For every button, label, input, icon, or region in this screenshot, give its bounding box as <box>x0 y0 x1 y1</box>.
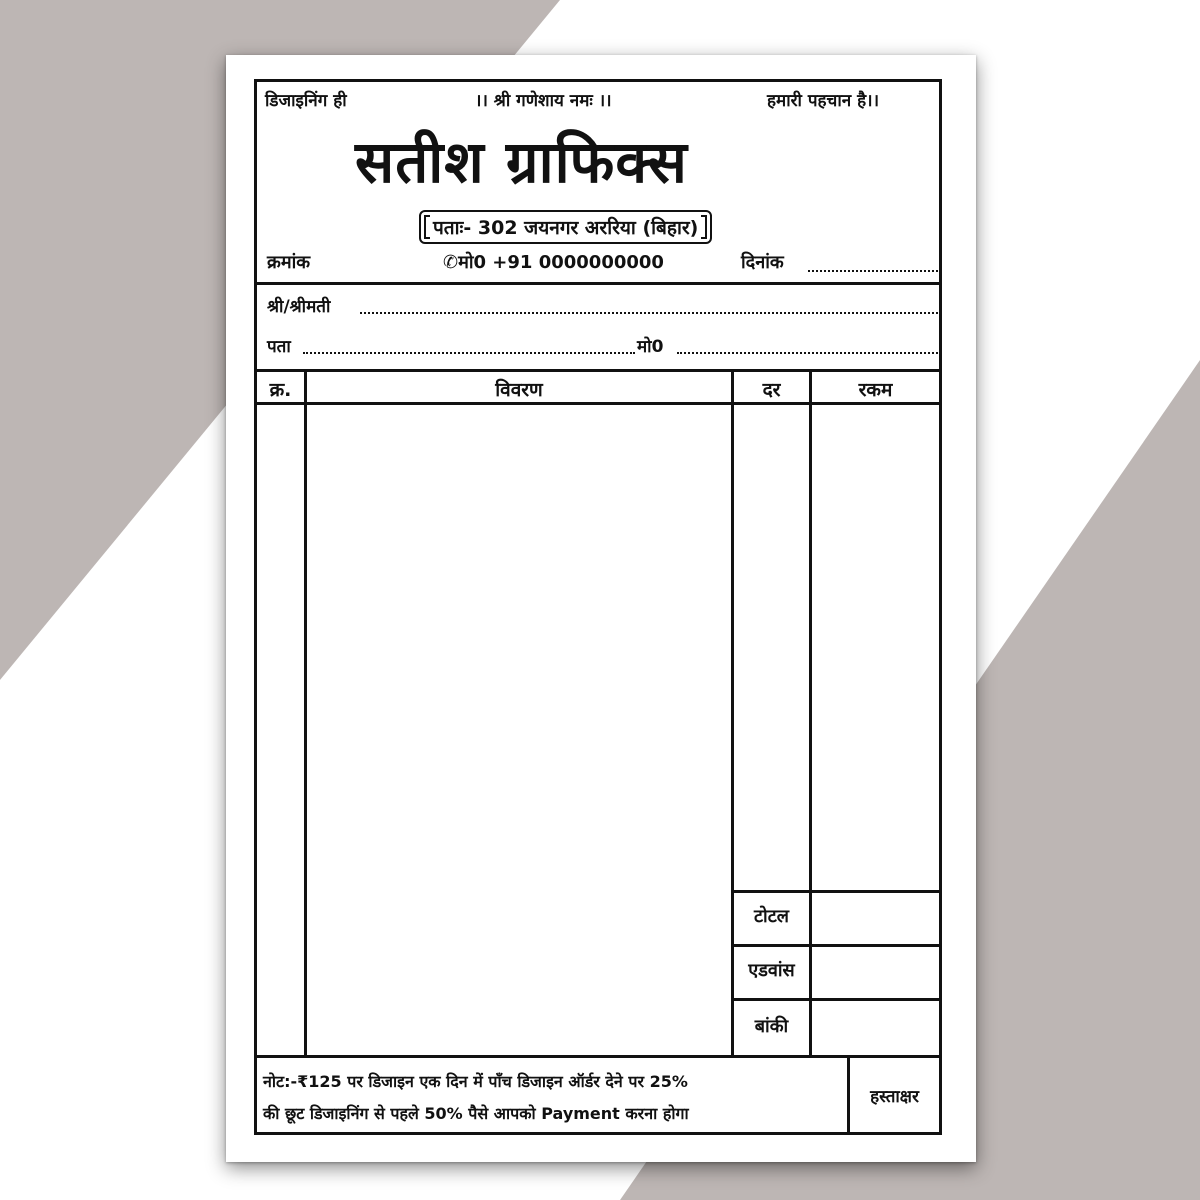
note-line-2 <box>263 1102 689 1124</box>
bill-frame <box>254 79 942 1135</box>
col-amount-header: रकम <box>858 379 893 401</box>
customer-name-field[interactable] <box>360 312 938 314</box>
note-line-2-part-b: Payment <box>541 1104 620 1123</box>
customer-address-label: पता <box>267 337 291 357</box>
right-tagline: हमारी पहचान है।। <box>767 91 880 111</box>
note-line-2-part-a: की छूट डिजाइनिंग से पहले 50% पैसे आपको <box>263 1104 536 1123</box>
col-divider-rate <box>809 372 812 1055</box>
divider-header <box>257 282 939 285</box>
summary-rule-top <box>731 890 939 893</box>
left-tagline: डिजाइनिंग ही <box>265 91 347 111</box>
phone-row <box>443 250 664 274</box>
summary-rule-1 <box>731 944 939 947</box>
summary-rule-2 <box>731 998 939 1001</box>
phone-icon: ✆ <box>443 252 459 273</box>
customer-mobile-label: मो0 <box>637 337 664 357</box>
summary-balance-label: बांकी <box>754 1016 789 1037</box>
phone-number: मो0 +91 0000000000 <box>458 252 664 273</box>
note-line-2-part-c: करना होगा <box>625 1104 689 1123</box>
divider-footer <box>257 1055 939 1058</box>
customer-name-label: श्री/श्रीमती <box>267 297 331 317</box>
serial-label: क्रमांक <box>267 252 311 273</box>
business-name: सतीश ग्राफिक्स <box>355 128 688 196</box>
col-rate-header: दर <box>762 379 781 401</box>
address-box <box>419 210 712 244</box>
col-description-header: विवरण <box>495 379 543 401</box>
center-tagline: ।। श्री गणेशाय नमः ।। <box>475 91 612 111</box>
table-header-rule <box>257 402 939 405</box>
col-serial-header: क्र. <box>269 379 292 401</box>
customer-mobile-field[interactable] <box>677 352 938 354</box>
divider-customer <box>257 369 939 372</box>
date-label: दिनांक <box>741 252 784 273</box>
signature-label: हस्ताक्षर <box>870 1087 919 1107</box>
bill-paper <box>226 55 976 1162</box>
note-line-1: नोट:-₹125 पर डिजाइन एक दिन में पाँच डिजाइन ऑर्डर देने पर 25% <box>263 1072 688 1091</box>
date-field[interactable] <box>808 270 938 272</box>
customer-address-field[interactable] <box>303 352 635 354</box>
summary-advance-label: एडवांस <box>748 960 795 981</box>
address-text: पताः- 302 जयनगर अररिया (बिहार) <box>433 217 699 239</box>
summary-total-label: टोटल <box>753 906 789 927</box>
col-divider-desc <box>731 372 734 1055</box>
col-divider-serial <box>304 372 307 1055</box>
